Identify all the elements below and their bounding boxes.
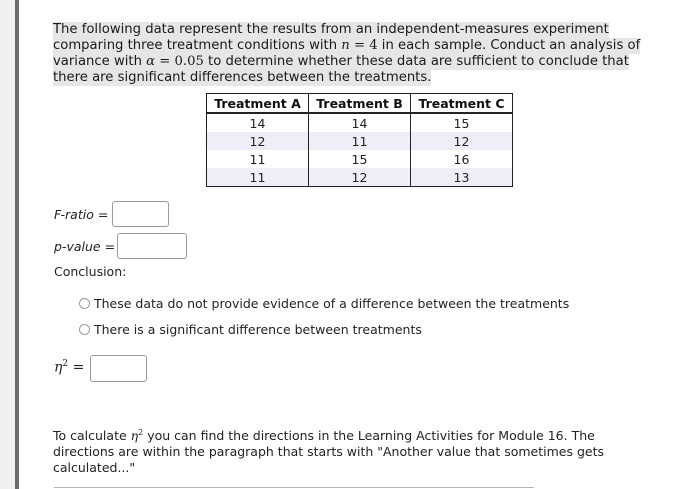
question-line-4: there are significant differences between the treatments. — [53, 70, 432, 85]
footnote-text: To calculate $\eta^2$ you can find the directions in the Learning Activities for Module 16. The directions are within the paragraph that starts with "Another value that sometimes gets calculated..." — [53, 428, 605, 476]
question-line-3: variance with α = 0.05 to determine whether these data are sufficient to conclude that — [53, 54, 629, 69]
table-cell: 12 — [309, 168, 411, 187]
math-n: n — [341, 38, 350, 53]
table-cell: 12 — [207, 132, 309, 150]
eta-squared-label: $\eta^2$ = — [54, 359, 85, 376]
option-label: There is a significant difference between treatments — [94, 322, 422, 337]
f-ratio-label: F-ratio = — [54, 207, 109, 222]
p-value-label: p-value = — [54, 239, 116, 254]
data-table — [206, 93, 513, 187]
table-cell: 11 — [207, 150, 309, 168]
table-cell: 15 — [309, 150, 411, 168]
header-treatment-a: Treatment A — [207, 94, 309, 114]
table-cell: 13 — [411, 168, 513, 187]
p-value-input[interactable] — [117, 233, 187, 259]
question-line-2: comparing three treatment conditions with n = 4 in each sample. Conduct an analysis of — [53, 38, 641, 53]
bottom-divider — [54, 487, 534, 488]
math-alpha: α — [146, 54, 156, 69]
table-cell: 11 — [309, 132, 411, 150]
eta-symbol: η — [130, 428, 139, 444]
table-row — [207, 132, 513, 150]
option-label: These data do not provide evidence of a difference between the treatments — [94, 296, 570, 311]
radio-button[interactable] — [79, 324, 90, 335]
conclusion-option-significant[interactable] — [79, 322, 422, 337]
header-treatment-c: Treatment C — [411, 94, 513, 114]
table-row — [207, 113, 513, 132]
radio-button[interactable] — [79, 298, 90, 309]
table-cell: 14 — [207, 113, 309, 132]
table-cell: 11 — [207, 168, 309, 187]
conclusion-label: Conclusion: — [54, 264, 127, 279]
question-line-1: The following data represent the results from an independent-measures experiment — [53, 22, 609, 37]
math-alpha-equals: = 0.05 — [155, 54, 204, 69]
table-row — [207, 150, 513, 168]
question-text — [53, 22, 645, 86]
table-cell: 12 — [411, 132, 513, 150]
eta-superscript: 2 — [138, 428, 144, 437]
header-treatment-b: Treatment B — [309, 94, 411, 114]
table-row — [207, 168, 513, 187]
math-n-equals: = 4 — [349, 38, 378, 53]
conclusion-option-no-evidence[interactable] — [79, 296, 569, 311]
window-left-edge — [0, 0, 19, 489]
f-ratio-input[interactable] — [112, 201, 169, 227]
table-cell: 15 — [411, 113, 513, 132]
table-cell: 16 — [411, 150, 513, 168]
table-header-row — [207, 94, 513, 114]
eta-squared-input[interactable] — [90, 355, 147, 382]
table-cell: 14 — [309, 113, 411, 132]
